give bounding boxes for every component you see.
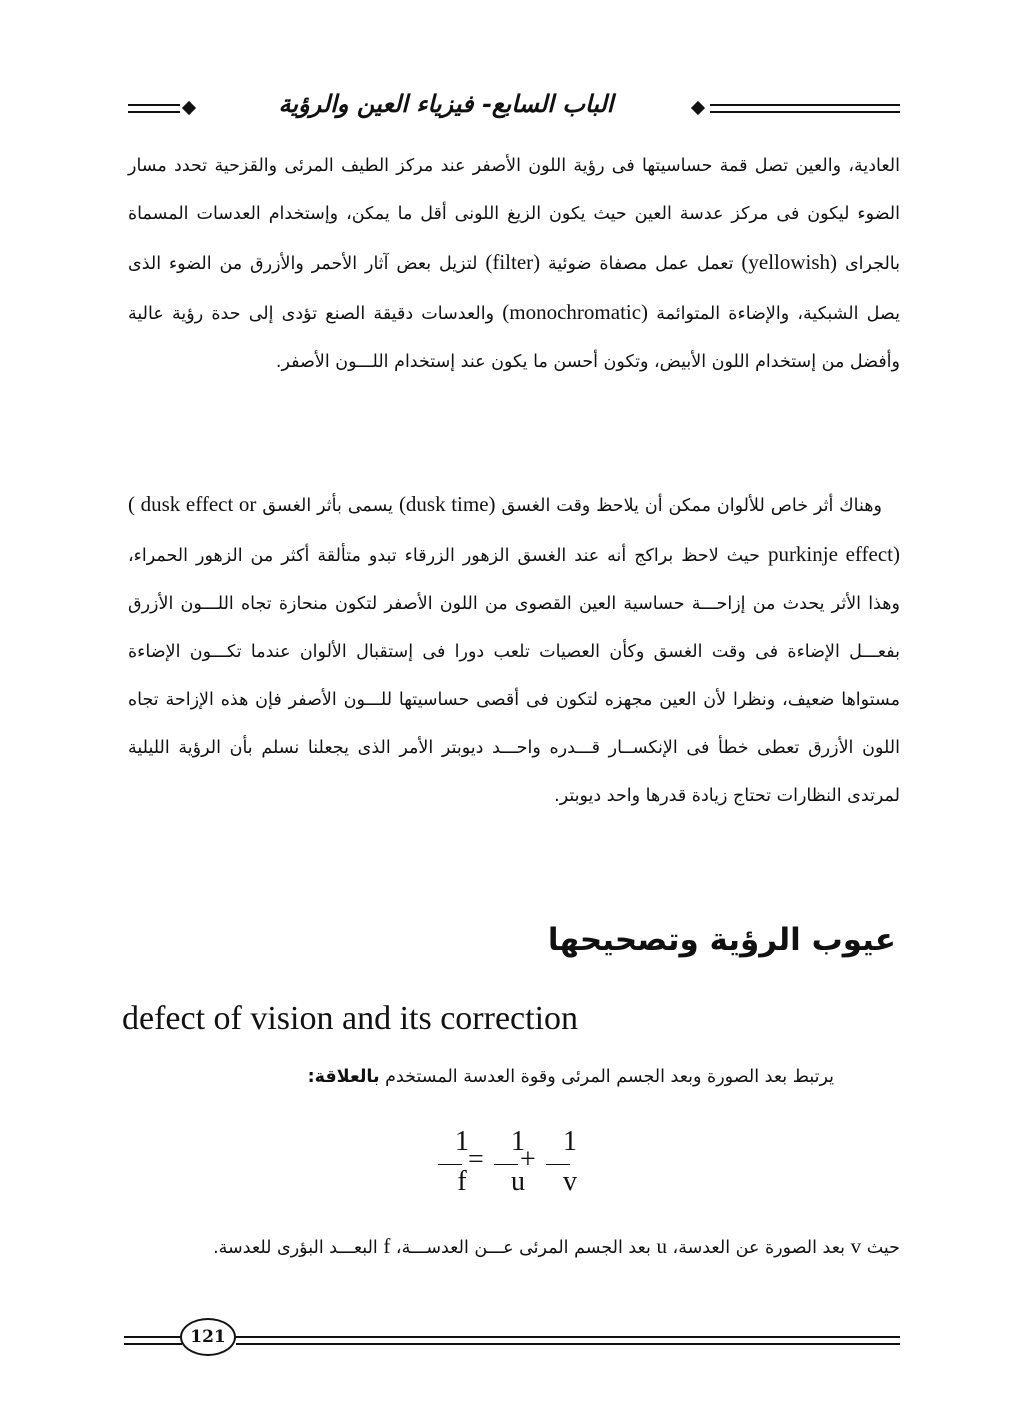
- text-line: تعمل عمل مصفاة: [599, 254, 734, 274]
- page-number: 121: [180, 1318, 236, 1356]
- text-line: البؤرى للعدسة.: [213, 1238, 324, 1258]
- diamond-ornament-icon: [691, 101, 705, 115]
- text-line: الأصفر فإن هذه الإزاحة تجاه اللون الأزرق تعطى خطأ فى الإنكســار قـــدره واحـــد: [128, 690, 900, 758]
- text-line: العادية، والعين تصل قمة حساسيتها فى رؤية اللون الأصفر عند مركز الطيف المرئى: [284, 156, 900, 176]
- paragraph-1: [128, 142, 900, 386]
- variable-v: v: [850, 1234, 862, 1258]
- text-line: ضوئية: [548, 254, 592, 274]
- text-line: الإضاءة مستواها ضعيف، ونظرا لأن العين مجهزه لتكون فى أقصى حساسيتها للـــون: [128, 642, 900, 710]
- text-line: بعد الجسم المرئى عـــن العدســـة،: [395, 1238, 651, 1258]
- fraction-bar: [494, 1164, 518, 1165]
- section-heading-arabic: عيوب الرؤية وتصحيحها: [547, 922, 896, 958]
- equals-sign: =: [468, 1144, 484, 1175]
- text-line: والقزحية تحدد مسار الضوء ليكون فى مركز عدسة العين حيث يكون الزيغ اللونى أقل: [128, 156, 900, 224]
- paragraph-2: [128, 480, 900, 820]
- text-line: عالية وأفضل من إستخدام اللون الأبيض، وتكون أحسن ما يكون عند إستخدام اللـــون: [128, 304, 900, 372]
- text-line: والإضاءة المتوائمة: [656, 304, 790, 324]
- numerator: 1: [511, 1126, 525, 1157]
- text-line: الأصفر.: [275, 352, 330, 372]
- text-line: البعـــد: [329, 1238, 378, 1258]
- paragraph-3: [128, 1222, 900, 1272]
- fraction-bar: [438, 1164, 462, 1165]
- variable-u: u: [656, 1234, 667, 1258]
- diamond-ornament-icon: [182, 101, 196, 115]
- text-line: ما يمكن، وإستخدام العدسات المسماة بالجراى: [128, 204, 900, 274]
- page-header: [128, 84, 900, 124]
- footer-rule-left: [124, 1336, 182, 1345]
- latin-term: (dusk time): [398, 492, 496, 516]
- denominator: f: [457, 1166, 467, 1197]
- text-line: بعد الصورة عن العدسة،: [672, 1238, 846, 1258]
- header-rule-right: [710, 104, 900, 113]
- numerator: 1: [563, 1126, 577, 1157]
- text-line: واحد ديوبتر.: [554, 786, 641, 806]
- relation-intro: [308, 1067, 834, 1087]
- variable-f: f: [383, 1234, 391, 1258]
- text-line: الزهور الزرقاء تبدو متألقة أكثر من الزهور الحمراء، وهذا الأثر يحدث من إزاحـــة: [128, 546, 900, 614]
- numerator: 1: [455, 1126, 469, 1157]
- latin-term: ( dusk effect or purkinje effect): [128, 492, 900, 566]
- relation-bold-text: بالعلاقة:: [307, 1067, 380, 1087]
- text-line: يسمى: [347, 496, 393, 516]
- text-line: لتزيل بعض آثار الأحمر والأزرق من الضوء الذى يصل الشبكية،: [128, 254, 900, 324]
- footer-rule-right: [236, 1336, 900, 1345]
- text-line: الإضاءة فى وقت الغسق وكأن العصيات تلعب دورا فى إستقبال الألوان عندما تكـــون: [189, 642, 840, 662]
- fraction-bar: [546, 1164, 570, 1165]
- text-line: وهناك أثر خاص للألوان ممكن أن يلاحظ وقت الغسق: [501, 496, 882, 516]
- section-heading-english: defect of vision and its correction: [122, 1000, 579, 1037]
- latin-term: (filter): [485, 250, 541, 274]
- denominator: v: [563, 1166, 577, 1197]
- plus-sign: +: [520, 1144, 536, 1175]
- chapter-title: الباب السابع- فيزياء العين والرؤية: [278, 89, 614, 118]
- text-line: والعدسات دقيقة الصنع تؤدى إلى حدة رؤية: [171, 304, 495, 324]
- lens-formula: [438, 1126, 578, 1206]
- text-line: حيث لاحظ براكج أنه عند الغسق: [517, 546, 760, 566]
- denominator: u: [511, 1166, 525, 1197]
- text-line: حساسية العين القصوى من اللون الأصفر لتكون منحازة تجاه اللـــون الأزرق بفعـــل: [128, 594, 900, 662]
- text-line: ديوبتر الأمر الذى يجعلنا نسلم بأن الرؤية الليلية لمرتدى النظارات تحتاج زيادة قدرها: [128, 738, 900, 806]
- relation-text: يرتبط بعد الصورة وبعد الجسم المرئى وقوة العدسة المستخدم: [385, 1067, 834, 1087]
- page-footer: [124, 1318, 900, 1362]
- text-line: بأثر الغسق: [262, 496, 342, 516]
- latin-term: (monochromatic): [502, 300, 649, 324]
- latin-term: (yellowish): [741, 250, 838, 274]
- header-rule-left: [128, 104, 180, 113]
- text-line: حيث: [866, 1238, 900, 1258]
